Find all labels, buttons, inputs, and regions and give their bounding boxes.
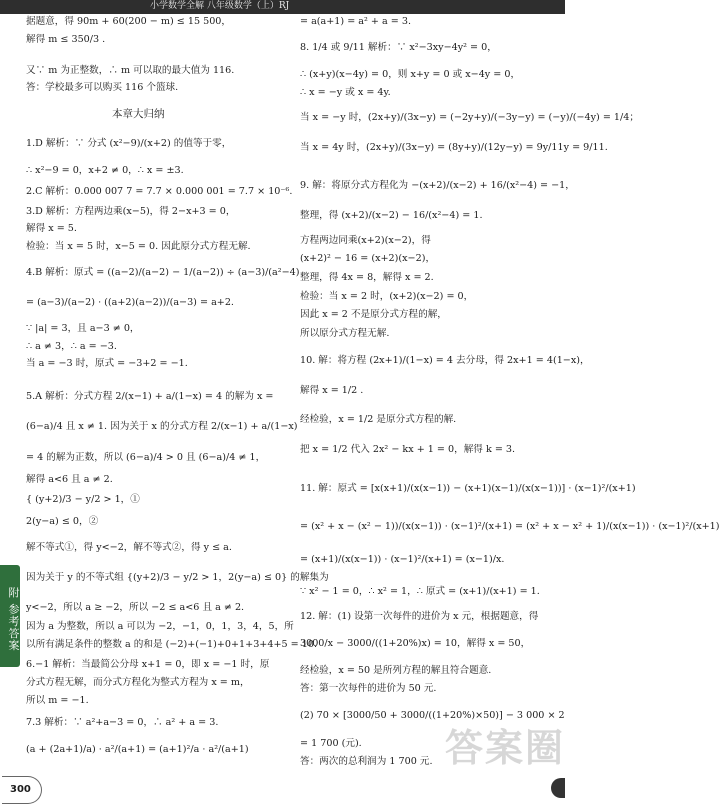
right-line-28: 答：两次的总利润为 1 700 元. — [300, 756, 433, 767]
right-line-2: ∴ (x+y)(x−4y) = 0，则 x+y = 0 或 x−4y = 0， — [300, 69, 521, 80]
chapter-title: 本章大归纳 — [112, 108, 165, 120]
right-line-22: 12. 解：(1) 设第一次每件的进价为 x 元，根据题意，得 — [300, 611, 539, 622]
right-line-3: ∴ x = −y 或 x = 4y. — [300, 87, 391, 98]
watermark: 答案圈 — [445, 726, 566, 770]
right-line-14: 10. 解：将方程 (2x+1)/(1−x) = 4 去分母，得 2x+1 = 4(1−x)， — [300, 355, 590, 366]
corner-decoration — [551, 778, 565, 798]
left-line-1: 解得 m ≤ 350/3 . — [26, 34, 106, 45]
left-line-26: 6.−1 解析：当最简公分母 x+1 = 0，即 x = −1 时，原 — [26, 659, 270, 670]
right-line-15: 解得 x = 1/2 . — [300, 385, 364, 396]
left-line-19: { (y+2)/3 − y/2 > 1，① — [26, 494, 140, 505]
right-line-8: 方程两边同乘(x+2)(x−2)，得 — [300, 235, 431, 246]
left-line-24: 因为 a 为整数，所以 a 可以为 −2，−1，0，1，3，4，5，所 — [26, 621, 294, 632]
left-line-12: ∵ |a| = 3，且 a−3 ≠ 0， — [26, 323, 140, 334]
right-line-25: 答：第一次每件的进价为 50 元. — [300, 683, 437, 694]
right-line-1: 8. 1/4 或 9/11 解析：∵ x²−3xy−4y² = 0， — [300, 42, 497, 53]
right-line-21: ∵ x² − 1 = 0，∴ x² = 1，∴ 原式 = (x+1)/(x+1) = 1. — [300, 586, 540, 597]
left-line-2: 又∵ m 为正整数，∴ m 可以取的最大值为 116. — [26, 65, 235, 76]
right-line-24: 经检验，x = 50 是所列方程的解且符合题意. — [300, 665, 492, 676]
left-line-25: 以所有满足条件的整数 a 的和是 (−2)+(−1)+0+1+3+4+5 = 10. — [26, 639, 317, 650]
left-line-21: 解不等式①，得 y<−2，解不等式②，得 y ≤ a. — [26, 542, 232, 553]
left-line-13: ∴ a ≠ 3，∴ a = −3. — [26, 341, 117, 352]
left-line-27: 分式方程无解，而分式方程化为整式方程为 x = m， — [26, 677, 250, 688]
right-line-5: 当 x = 4y 时，(2x+y)/(3x−y) = (8y+y)/(12y−y) = 9y/11y = 9/11. — [300, 142, 608, 153]
page-header — [0, 0, 565, 14]
left-line-29: 7.3 解析：∵ a²+a−3 = 0，∴ a² + a = 3. — [26, 717, 219, 728]
right-line-23: 3000/x − 3000/((1+20%)x) = 10，解得 x = 50， — [300, 638, 531, 649]
right-line-20: = (x+1)/(x(x−1)) · (x−1)²/(x+1) = (x−1)/x. — [300, 554, 505, 565]
left-line-18: 解得 a<6 且 a ≠ 2. — [26, 474, 113, 485]
left-line-22: 因为关于 y 的不等式组 {(y+2)/3 − y/2 > 1，2(y−a) ≤ 0} 的解集为 — [26, 572, 329, 583]
page-number: 300 — [2, 776, 42, 804]
left-line-10: 4.B 解析：原式 = ((a−2)/(a−2) − 1/(a−2)) ÷ (a−3)/(a²−4) — [26, 267, 300, 278]
appendix-side-tab: 附 参考答案 — [0, 565, 20, 667]
left-line-6: 2.C 解析：0.000 007 7 = 7.7 × 0.000 001 = 7.7 × 10⁻⁶. — [26, 186, 293, 197]
right-line-12: 因此 x = 2 不是原分式方程的解， — [300, 309, 447, 320]
right-line-7: 整理，得 (x+2)/(x−2) − 16/(x²−4) = 1. — [300, 210, 483, 221]
left-line-16: (6−a)/4 且 x ≠ 1. 因为关于 x 的分式方程 2/(x−1) + a/(1−x) — [26, 421, 298, 432]
right-line-9: (x+2)² − 16 = (x+2)(x−2)， — [300, 253, 436, 264]
right-line-19: = (x² + x − (x² − 1))/(x(x−1)) · (x−1)²/(x+1) = (x² + x − x² + 1)/(x(x−1)) · (x−1)²/(x+1) — [300, 521, 720, 532]
right-line-26: (2) 70 × [3000/50 + 3000/((1+20%)×50)] − 3 000 × 2 — [300, 710, 565, 721]
left-line-28: 所以 m = −1. — [26, 695, 89, 706]
right-line-13: 所以原分式方程无解. — [300, 328, 390, 339]
right-line-4: 当 x = −y 时，(2x+y)/(3x−y) = (−2y+y)/(−3y−y) = (−y)/(−4y) = 1/4； — [300, 112, 639, 123]
left-line-30: (a + (2a+1)/a) · a²/(a+1) = (a+1)²/a · a²/(a+1) — [26, 744, 249, 755]
right-line-16: 经检验，x = 1/2 是原分式方程的解. — [300, 414, 457, 425]
right-line-11: 检验：当 x = 2 时，(x+2)(x−2) = 0， — [300, 291, 474, 302]
right-line-6: 9. 解：将原分式方程化为 −(x+2)/(x−2) + 16/(x²−4) = −1， — [300, 180, 575, 191]
header-text: 小学数学全解 八年级数学（上）RJ — [150, 1, 290, 11]
left-line-0: 据题意，得 90m + 60(200 − m) ≤ 15 500， — [26, 16, 232, 27]
right-line-18: 11. 解：原式 = [x(x+1)/(x(x−1)) − (x+1)(x−1)/(x(x−1))] · (x−1)²/(x+1) — [300, 483, 636, 494]
left-line-9: 检验：当 x = 5 时，x−5 = 0. 因此原分式方程无解. — [26, 241, 251, 252]
left-line-20: 2(y−a) ≤ 0，② — [26, 516, 99, 527]
left-line-14: 当 a = −3 时，原式 = −3+2 = −1. — [26, 358, 188, 369]
left-line-17: = 4 的解为正数，所以 (6−a)/4 > 0 且 (6−a)/4 ≠ 1， — [26, 452, 266, 463]
right-line-0: = a(a+1) = a² + a = 3. — [300, 16, 412, 27]
right-line-10: 整理，得 4x = 8，解得 x = 2. — [300, 272, 434, 283]
right-line-17: 把 x = 1/2 代入 2x² − kx + 1 = 0，解得 k = 3. — [300, 444, 516, 455]
left-line-11: = (a−3)/(a−2) · ((a+2)(a−2))/(a−3) = a+2. — [26, 297, 234, 308]
left-line-3: 答：学校最多可以购买 116 个篮球. — [26, 82, 179, 93]
left-line-5: ∴ x²−9 = 0，x+2 ≠ 0，∴ x = ±3. — [26, 165, 184, 176]
right-line-27: = 1 700 (元). — [300, 738, 362, 749]
left-line-15: 5.A 解析：分式方程 2/(x−1) + a/(1−x) = 4 的解为 x = — [26, 391, 274, 402]
left-line-7: 3.D 解析：方程两边乘(x−5)，得 2−x+3 = 0， — [26, 206, 236, 217]
left-line-4: 1.D 解析：∵ 分式 (x²−9)/(x+2) 的值等于零， — [26, 138, 232, 149]
left-line-23: y<−2，所以 a ≥ −2，所以 −2 ≤ a<6 且 a ≠ 2. — [26, 602, 245, 613]
left-line-8: 解得 x = 5. — [26, 223, 77, 234]
